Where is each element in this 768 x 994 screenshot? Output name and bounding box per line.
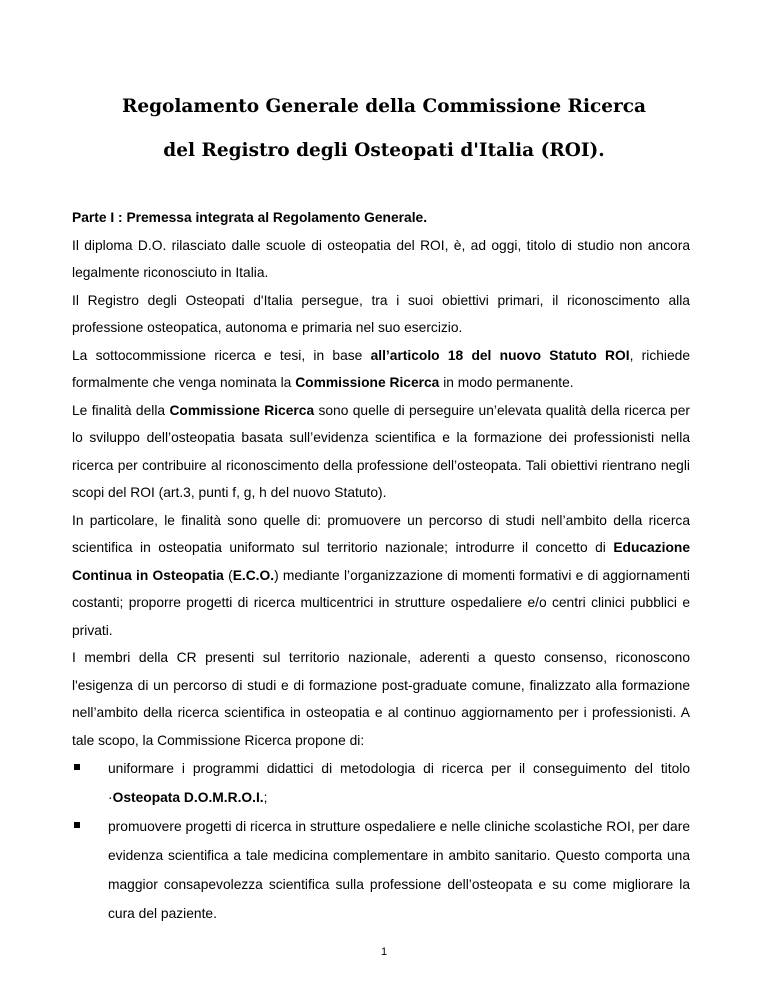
page-number: 1 <box>380 946 388 958</box>
section-heading: Parte I : Premessa integrata al Regolamento Generale. <box>72 210 428 225</box>
document-title-line-1: Regolamento Generale della Commissione Ricerca <box>121 96 647 117</box>
paragraph-4-text-a: Le finalità della <box>72 402 170 418</box>
bullet-2-text: promuovere progetti di ricerca in strutture ospedaliere e nelle cliniche scolastiche ROI, per dare evidenza scientifica a tale medicina complementare in ambito sanitario. Questo comporta una maggior consapevolezza scientifica sulla professione dell’osteopata e su come migliorare la cura del paziente. <box>108 819 690 921</box>
statute-article-reference: all’articolo 18 del nuovo Statuto ROI <box>370 347 630 363</box>
paragraph-1: Il diploma D.O. rilasciato dalle scuole di osteopatia del ROI, è, ad oggi, titolo di studio non ancora legalmente riconosciuto in Italia. <box>72 237 690 280</box>
continuing-education-term: Educazione Continua in Osteopatia <box>72 540 690 583</box>
commission-name: Commissione Ricerca <box>169 402 315 418</box>
document-body <box>72 204 690 928</box>
paragraph-3-text-e: in modo permanente. <box>439 375 574 390</box>
title-name: Osteopata D.O.M.R.O.I. <box>112 790 264 805</box>
list-item <box>72 812 690 928</box>
paragraph-5 <box>72 507 690 645</box>
proposal-list <box>72 754 690 928</box>
eco-acronym: E.C.O. <box>232 567 275 583</box>
bullet-1-text-c: ; <box>263 790 268 805</box>
paragraph-5-text-a: In particolare, le finalità sono quelle di: promuovere un percorso di studi nell’ambito della ricerca scientifica in osteopatia uniformato sul territorio nazionale; introdurre il concetto di <box>72 512 690 555</box>
square-bullet-icon <box>74 822 80 828</box>
paragraph-4-text-c: sono quelle di perseguire un’elevata qualità della ricerca per lo sviluppo dell’osteopatia basata sull’evidenza scientifica e la formazione dei professionisti nella ricerca per contribuire al riconoscimento della professione dell’osteopata. Tali obiettivi rientrano negli scopi del ROI (art.3, punti f, g, h del nuovo Statuto). <box>72 402 690 500</box>
commission-name: Commissione Ricerca <box>295 375 440 390</box>
paragraph-5-text-e: ) mediante l’organizzazione di momenti formativi e di aggiornamenti costanti; proporre progetti di ricerca multicentrici in strutture ospedaliere e/o centri clinici pubblici e privati. <box>72 567 690 638</box>
square-bullet-icon <box>74 764 80 770</box>
paragraph-3-text-a: La sottocommissione ricerca e tesi, in base <box>72 347 371 363</box>
bullet-1-text-a: uniformare i programmi didattici di metodologia di ricerca per il conseguimento del titolo · <box>108 761 690 805</box>
paragraph-6: I membri della CR presenti sul territorio nazionale, aderenti a questo consenso, riconoscono l'esigenza di un percorso di studi e di formazione post-graduate comune, finalizzato alla formazione nell’ambito della ricerca scientifica in osteopatia e al continuo aggiornamento per i professionisti. A tale scopo, la Commissione Ricerca propone di: <box>72 650 690 748</box>
paragraph-2: Il Registro degli Osteopati d'Italia persegue, tra i suoi obiettivi primari, il riconoscimento alla professione osteopatica, autonoma e primaria nel suo esercizio. <box>72 292 690 335</box>
document-title-line-2: del Registro degli Osteopati d'Italia (ROI). <box>163 140 605 161</box>
paragraph-5-text-c: ( <box>223 567 233 583</box>
paragraph-3-text-c: , richiede formalmente che venga nominata la <box>72 347 690 390</box>
paragraph-4 <box>72 397 690 507</box>
list-item <box>72 754 690 812</box>
paragraph-3 <box>72 342 690 397</box>
